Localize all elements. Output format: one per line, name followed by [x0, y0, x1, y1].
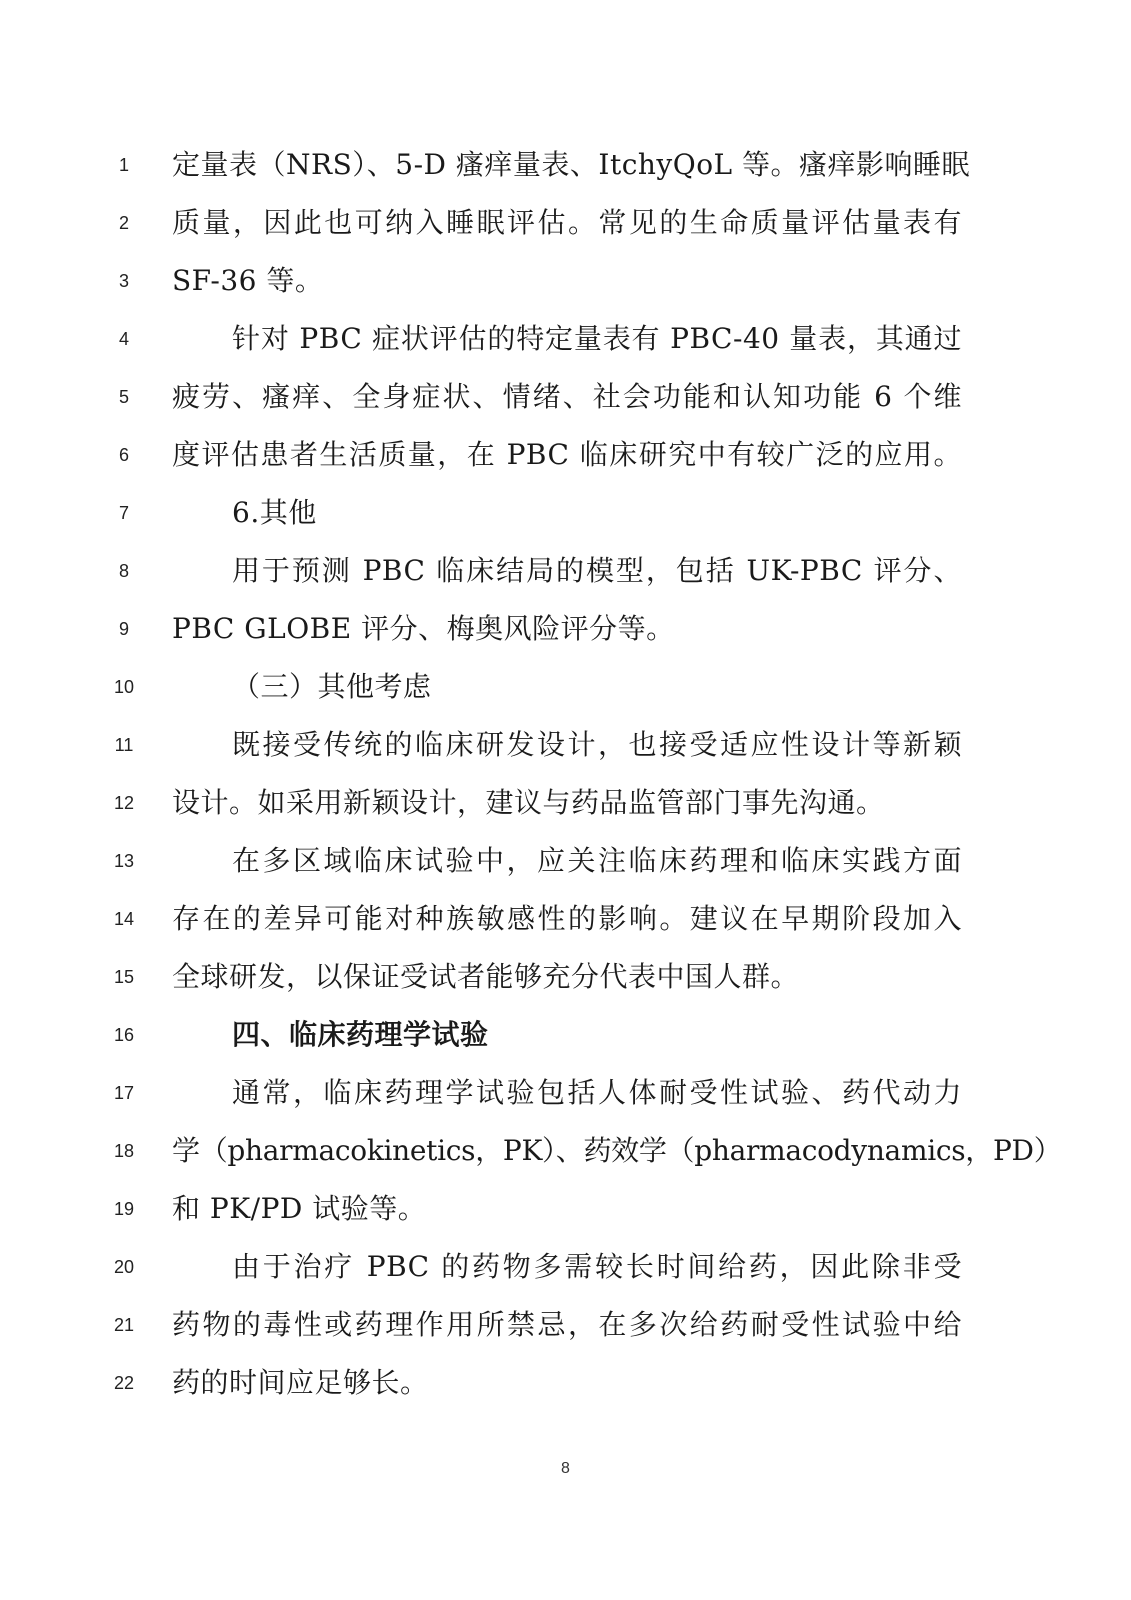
text-line [0, 194, 1131, 252]
line-number: 20 [113, 1257, 135, 1277]
line-text: 既接受传统的临床研发设计，也接受适应性设计等新颖 [232, 728, 962, 761]
line-text: 药的时间应足够长。 [172, 1366, 429, 1399]
line-text: 针对 PBC 症状评估的特定量表有 PBC-40 量表，其通过 [232, 322, 962, 355]
text-line [0, 1238, 1131, 1296]
line-number: 21 [113, 1315, 135, 1335]
line-number: 11 [114, 735, 134, 755]
line-number: 6 [118, 445, 129, 465]
text-line [0, 716, 1131, 774]
line-text: 质量，因此也可纳入睡眠评估。常见的生命质量评估量表有 [172, 206, 962, 239]
text-line [0, 1180, 1131, 1238]
line-number: 12 [113, 793, 135, 813]
line-text: 度评估患者生活质量，在 PBC 临床研究中有较广泛的应用。 [172, 438, 962, 471]
text-line [0, 658, 1131, 716]
text-line [0, 1354, 1131, 1412]
line-number: 4 [118, 329, 129, 349]
text-line [0, 426, 1131, 484]
text-line [0, 832, 1131, 890]
line-number: 13 [113, 851, 135, 871]
line-text: 存在的差异可能对种族敏感性的影响。建议在早期阶段加入 [172, 902, 962, 935]
text-line [0, 948, 1131, 1006]
line-number: 14 [113, 909, 135, 929]
line-number: 9 [118, 619, 129, 639]
line-number: 17 [113, 1083, 135, 1103]
section-heading: 四、临床药理学试验 [232, 1018, 489, 1051]
line-text: 设计。如采用新颖设计，建议与药品监管部门事先沟通。 [172, 786, 885, 819]
text-line [0, 774, 1131, 832]
text-line [0, 890, 1131, 948]
line-text: 全球研发，以保证受试者能够充分代表中国人群。 [172, 960, 800, 993]
line-number: 10 [113, 677, 135, 697]
line-number: 7 [118, 503, 129, 523]
text-line [0, 542, 1131, 600]
page-number: 8 [561, 1460, 570, 1477]
text-line [0, 252, 1131, 310]
text-line [0, 368, 1131, 426]
text-line [0, 484, 1131, 542]
text-line [0, 310, 1131, 368]
line-text: 用于预测 PBC 临床结局的模型，包括 UK-PBC 评分、 [232, 554, 962, 587]
section-subheading: 6.其他 [232, 496, 317, 529]
line-number: 18 [113, 1141, 135, 1161]
line-number: 16 [113, 1025, 135, 1045]
line-text: 和 PK/PD 试验等。 [172, 1192, 427, 1225]
line-number: 3 [118, 271, 129, 291]
line-text: 由于治疗 PBC 的药物多需较长时间给药，因此除非受 [232, 1250, 962, 1283]
text-line [0, 136, 1131, 194]
line-number: 5 [118, 387, 129, 407]
line-number: 15 [113, 967, 135, 987]
line-text: 在多区域临床试验中，应关注临床药理和临床实践方面 [232, 844, 962, 877]
text-line [0, 1064, 1131, 1122]
line-number: 19 [113, 1199, 135, 1219]
line-number: 22 [113, 1373, 135, 1393]
line-number: 8 [118, 561, 129, 581]
text-line [0, 1006, 1131, 1064]
line-text: 学（pharmacokinetics，PK）、药效学（pharmacodynamics，PD） [172, 1134, 1062, 1167]
text-line [0, 1296, 1131, 1354]
line-text: 通常，临床药理学试验包括人体耐受性试验、药代动力 [232, 1076, 962, 1109]
line-text: SF-36 等。 [172, 264, 324, 297]
line-number: 2 [118, 213, 129, 233]
text-line [0, 600, 1131, 658]
section-subheading: （三）其他考虑 [232, 670, 432, 703]
text-line [0, 1122, 1131, 1180]
line-number: 1 [118, 155, 129, 175]
line-text: PBC GLOBE 评分、梅奥风险评分等。 [172, 612, 675, 645]
line-text: 疲劳、瘙痒、全身症状、情绪、社会功能和认知功能 6 个维 [172, 380, 962, 413]
line-text: 定量表（NRS）、5-D 瘙痒量表、ItchyQoL 等。瘙痒影响睡眠 [172, 148, 971, 181]
line-text: 药物的毒性或药理作用所禁忌，在多次给药耐受性试验中给 [172, 1308, 962, 1341]
